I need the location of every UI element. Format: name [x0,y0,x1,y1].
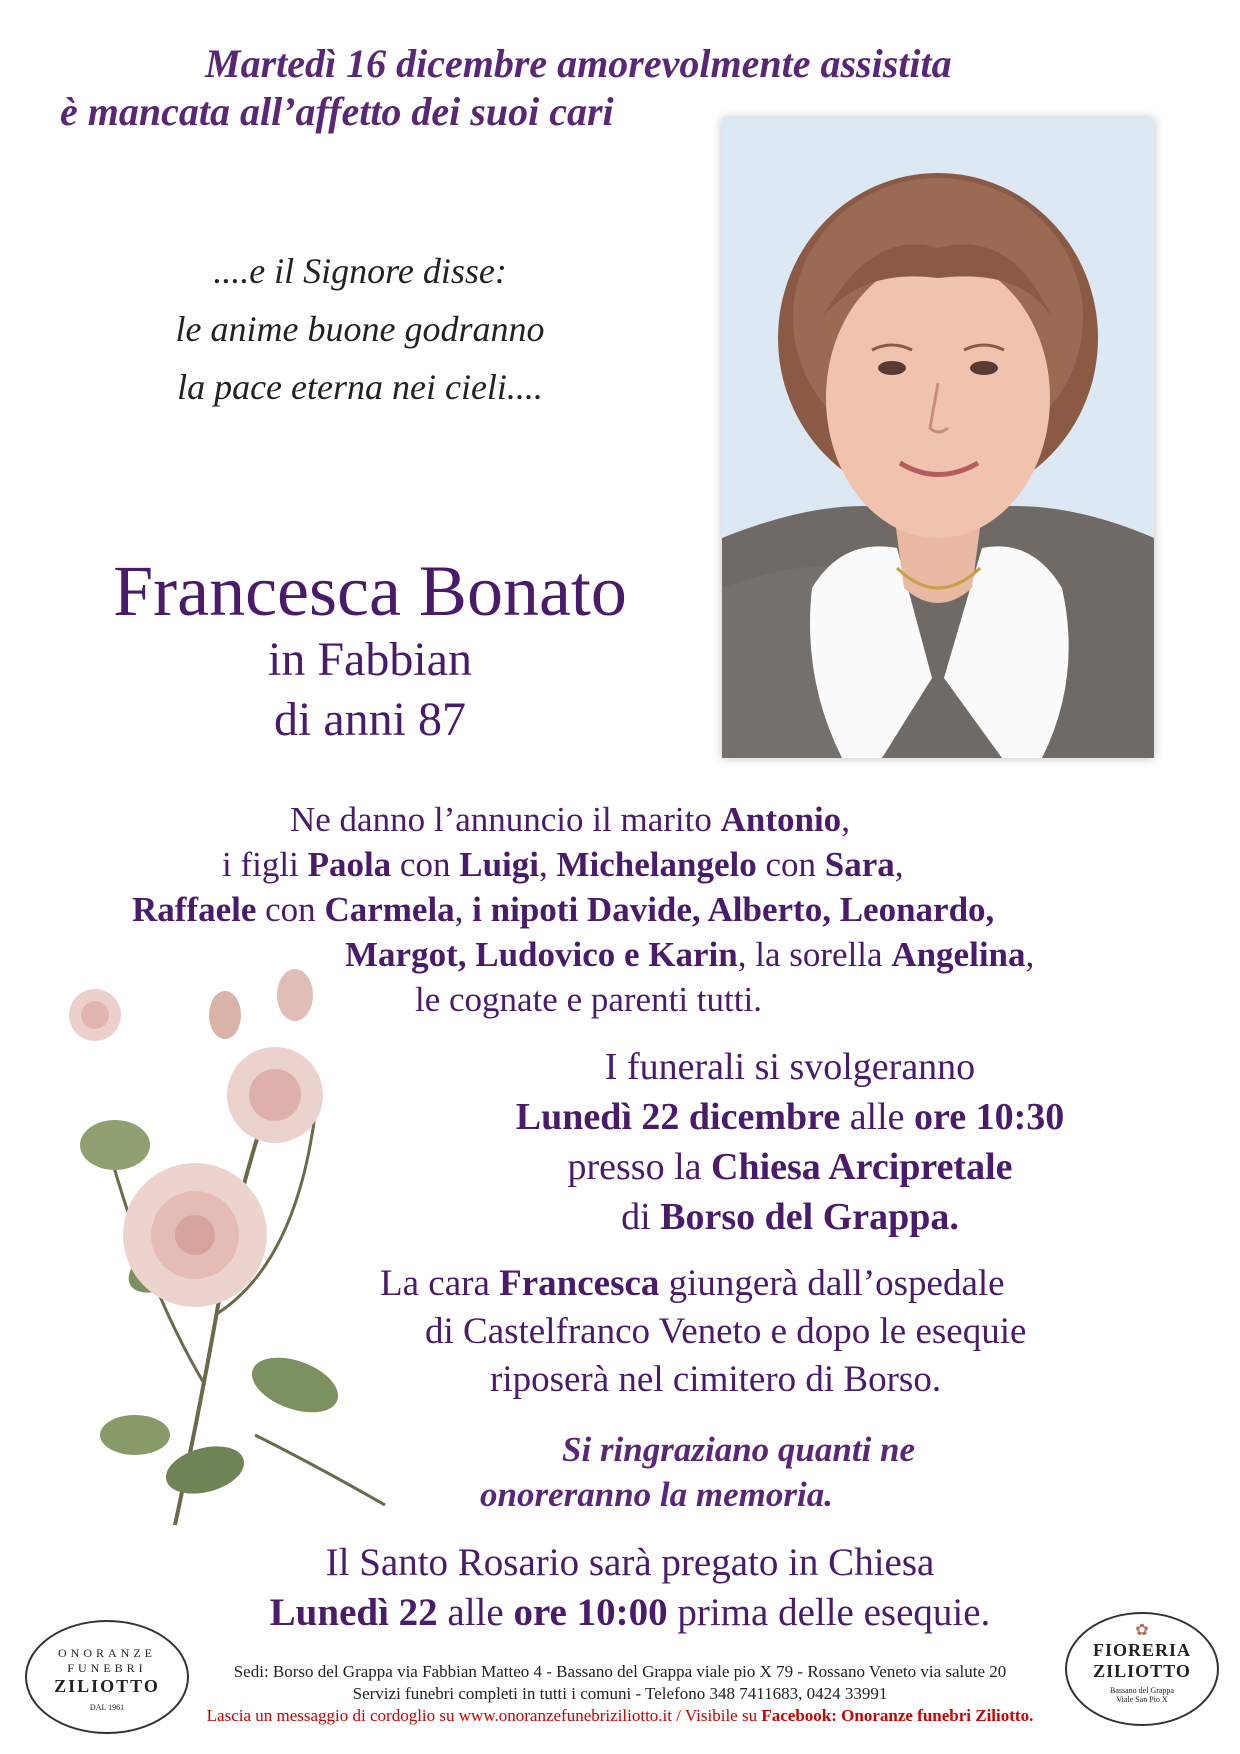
logo-text: ZILIOTTO [1093,1661,1191,1681]
ann-text: Ne danno l’annuncio il marito [290,800,721,839]
ros-text: alle [437,1591,514,1634]
ann-text: , [841,800,850,839]
footer-line-1 [160,1662,1080,1682]
arrival-line-3: riposerà nel cimitero di Borso. [490,1359,942,1400]
logo-text: FIORERIA [1092,1640,1191,1660]
thanks-line-2: onoreranno la memoria. [480,1475,833,1514]
ann-name: Luigi [459,845,539,884]
quote-line-2: le anime buone godranno [175,309,545,349]
age: di anni 87 [274,693,466,746]
thanks-line-1: Si ringraziano quanti ne [562,1430,916,1469]
arrival-line-1 [380,1262,1005,1305]
rosary-day: Lunedì 22 [269,1591,438,1634]
funeral-line-4 [380,1195,1200,1239]
ann-name: Margot, Ludovico e Karin [345,935,738,974]
rosary-line-2 [150,1590,1110,1635]
ann-name: Antonio [720,800,842,839]
flower-icon: ✿ [1135,1622,1149,1639]
funeral-line-1: I funerali si svolgeranno [604,1046,976,1088]
announcement-line-3 [132,890,994,930]
ann-text: , la sorella [737,935,892,974]
funeral-line-3 [380,1145,1200,1189]
ann-text: con [256,890,325,929]
footer-text: Borso del Grappa via Fabbian Matteo 4 - Bassano del Grappa viale pio X 79 - Rossano Veneto via salute 20 [268,1662,1007,1681]
portrait-illustration [722,118,1154,758]
footer-label: Sedi: [233,1662,269,1681]
intro-line-2: è mancata all’affetto dei suoi cari [60,89,614,134]
arr-name: Francesca [499,1263,660,1304]
ann-name: Paola [307,845,392,884]
ann-name: i nipoti Davide, Alberto, Leonardo, [472,890,995,929]
intro-line-1: Martedì 16 dicembre amorevolmente assistita [205,41,952,86]
footer-text: Lascia un messaggio di cordoglio su www.onoranzefunebriziliotto.it / Visibile su [206,1706,762,1725]
ann-text: , [454,890,473,929]
arr-text: La cara [380,1263,500,1304]
ann-name: Michelangelo [556,845,757,884]
ann-text: , [894,845,904,884]
quote-line-3: la pace eterna nei cieli.... [177,367,543,407]
rose-icon [55,965,435,1525]
announcement-line-4 [345,935,1034,975]
logo-text: ZILIOTTO [54,1676,160,1696]
deceased-name: Francesca Bonato [113,551,627,631]
logo-text: FUNEBRI [67,1661,147,1675]
footer-line-2: Servizi funebri completi in tutti i comuni - Telefono 348 7411683, 0424 33991 [352,1684,888,1703]
ann-text: , [1025,935,1035,974]
funeral-date: Lunedì 22 dicembre [515,1096,841,1138]
announcement-line-5: le cognate e parenti tutti. [415,980,762,1019]
ann-text: con [756,845,825,884]
announcement-line-1 [290,800,850,840]
logo-text: Bassano del Grappa [1110,1686,1174,1695]
arrival-line-2: di Castelfranco Veneto e dopo le esequie [425,1311,1027,1352]
ann-name: Angelina [891,935,1026,974]
logo-text: Viale San Pio X [1116,1695,1168,1704]
rosary-time: ore 10:00 [513,1591,668,1634]
fun-text: . [949,1196,959,1238]
ann-text: , [538,845,557,884]
ann-name: Carmela [324,890,455,929]
ann-name: Sara [824,845,895,884]
logo-text: DAL 1961 [89,1703,125,1712]
fun-text: presso la [567,1146,712,1188]
logo-text: ONORANZE [58,1646,156,1660]
ros-text: prima delle esequie. [667,1591,991,1634]
fun-text: di [621,1196,661,1238]
footer-line-3 [160,1706,1080,1726]
funeral-church: Chiesa Arcipretale [711,1146,1013,1188]
funeral-town: Borso del Grappa [660,1196,950,1238]
funeral-time: ore 10:30 [914,1096,1065,1138]
fun-text: alle [840,1096,915,1138]
quote-line-1: ....e il Signore disse: [213,251,507,291]
fioreria-ziliotto-logo [1065,1612,1219,1726]
married-name: in Fabbian [268,633,472,686]
rosary-line-1: Il Santo Rosario sarà pregato in Chiesa [325,1541,935,1584]
portrait-photo [722,118,1154,758]
footer-facebook: Facebook: Onoranze funebri Ziliotto. [761,1706,1034,1725]
roses-illustration [55,965,435,1525]
ann-text: i figli [222,845,308,884]
funeral-line-2 [380,1095,1200,1139]
announcement-line-2 [222,845,904,885]
ann-name: Raffaele [132,890,257,929]
ann-text: con [391,845,460,884]
arr-text: giungerà dall’ospedale [659,1263,1005,1304]
